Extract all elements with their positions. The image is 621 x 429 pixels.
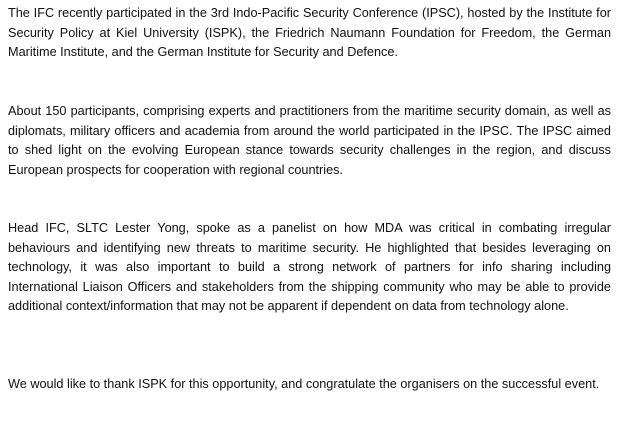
paragraph-conference-intro: The IFC recently participated in the 3rd Indo-Pacific Security Conference (IPSC), hosted by the Institute for Security Policy at Kiel University (ISPK), the Friedrich Naumann Foundation for Freedom, the German Maritime Institute, and the German Institute for Security and Defence.: [8, 6, 611, 60]
paragraph-thanks: We would like to thank ISPK for this opportunity, and congratulate the organisers on the successful event.: [8, 377, 600, 391]
paragraph-head-ifc-panel: Head IFC, SLTC Lester Yong, spoke as a panelist on how MDA was critical in combating irregular behaviours and identifying new threats to maritime security. He highlighted that besides leveraging on technology, it was also important to build a strong network of partners for info sharing including International Liaison Officers and stakeholders from the shipping community who may be able to provide additional context/information that may not be apparent if dependent on data from technology alone.: [8, 221, 611, 314]
paragraph-participants: About 150 participants, comprising experts and practitioners from the maritime security domain, as well as diplomats, military officers and academia from around the world participated in the IPSC. The IPSC aimed to shed light on the evolving European stance towards security challenges in the region, and discuss European prospects for cooperation with regional countries.: [8, 104, 611, 177]
